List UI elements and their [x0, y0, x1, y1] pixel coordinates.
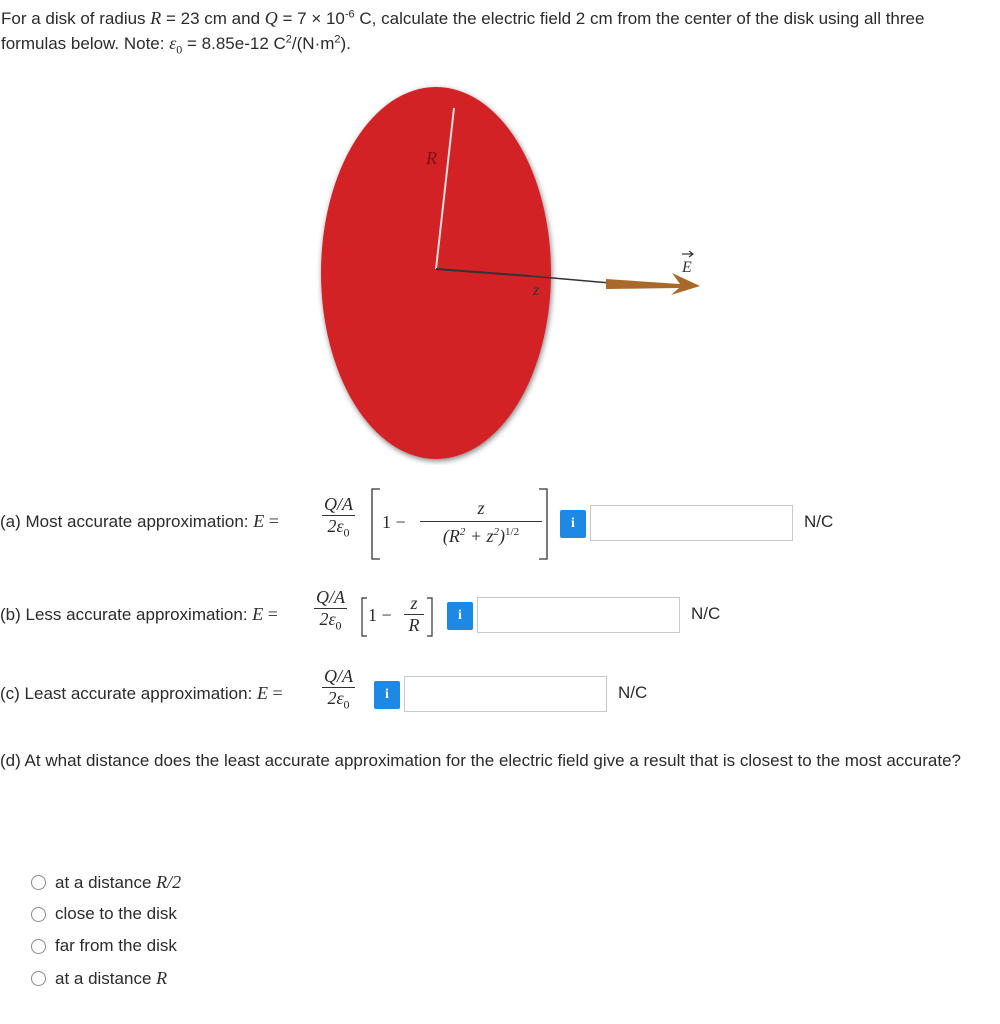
option-text: at a distance	[55, 872, 157, 892]
part-a-inner-frac	[420, 498, 542, 547]
part-c-eq: =	[268, 683, 283, 703]
part-c-unit: N/C	[618, 683, 648, 702]
part-a-info-button[interactable]: i	[560, 510, 586, 538]
part-c-den	[322, 688, 355, 713]
part-b-num: Q/A	[316, 587, 345, 607]
charge-value: = 7 × 10	[277, 9, 345, 28]
part-c-formula	[322, 666, 355, 713]
part-a-inner-num: z	[420, 498, 542, 522]
option-math: R	[156, 967, 168, 988]
epsilon-subscript: 0	[176, 42, 183, 57]
epsilon-value: = 8.85e-12 C	[182, 34, 286, 53]
radio-button[interactable]	[31, 971, 46, 986]
charge-exponent: -6	[344, 8, 355, 21]
part-b-text: (b) Less accurate approximation:	[0, 605, 253, 624]
option-math: R/2	[156, 871, 182, 892]
part-b-fraction	[314, 587, 347, 634]
disk-figure	[280, 80, 720, 465]
radius-symbol: R	[150, 8, 162, 28]
part-a-label	[0, 511, 279, 532]
part-b-inner-den: R	[408, 615, 420, 635]
part-a-answer-input[interactable]	[590, 505, 793, 541]
option-label[interactable]: close to the disk	[55, 904, 177, 923]
part-b-inner-frac	[404, 593, 424, 636]
unit-sup-2: 2	[334, 33, 341, 46]
part-c-num: Q/A	[324, 666, 353, 686]
part-b-E: E	[252, 604, 264, 624]
part-a-E: E	[253, 511, 265, 531]
part-b-answer-input[interactable]	[477, 597, 680, 633]
part-c-den-sub: 0	[343, 697, 350, 712]
part-b-label	[0, 604, 278, 625]
part-a-power: 1/2	[505, 526, 520, 538]
part-a-left-bracket	[368, 487, 382, 561]
part-c-fraction	[322, 666, 355, 713]
part-c-answer-input[interactable]	[404, 676, 607, 712]
part-c-info-button[interactable]: i	[374, 681, 400, 709]
option-label[interactable]	[55, 872, 181, 893]
part-c-label	[0, 683, 283, 704]
part-a-z2: + z	[465, 526, 494, 546]
part-a-num: Q/A	[324, 494, 353, 514]
distance-label: z	[533, 282, 540, 299]
part-a-fraction	[322, 494, 355, 541]
part-b-eq: =	[263, 604, 278, 624]
radio-button[interactable]	[31, 939, 46, 954]
part-b-formula	[314, 587, 347, 634]
option-item-far[interactable]	[31, 930, 181, 962]
part-b-den-sub: 0	[335, 618, 342, 633]
field-label: E	[682, 259, 692, 276]
option-list	[31, 866, 181, 994]
part-a-text: (a) Most accurate approximation:	[0, 512, 254, 531]
epsilon-symbol: ε	[169, 33, 177, 53]
option-text: at a distance	[55, 968, 157, 988]
part-a-close: )	[499, 526, 506, 546]
part-a-den-sub: 0	[343, 525, 350, 540]
part-b-den	[314, 609, 347, 634]
option-item-half-r[interactable]	[31, 866, 181, 898]
radio-button[interactable]	[31, 907, 46, 922]
field-arrow	[606, 273, 700, 295]
part-a-R2: (R	[442, 526, 460, 546]
radio-button[interactable]	[31, 875, 46, 890]
part-a-den-text: 2ε	[327, 516, 344, 536]
option-label[interactable]: far from the disk	[55, 936, 177, 955]
option-item-close[interactable]	[31, 898, 181, 930]
part-c-E: E	[257, 683, 269, 703]
part-b-den-text: 2ε	[319, 609, 336, 629]
part-a-inner-den: $(R^2 + z^2)^{1/2}$	[442, 526, 520, 546]
option-item-r[interactable]	[31, 962, 181, 994]
part-a-formula	[322, 494, 355, 541]
part-b-unit: N/C	[691, 604, 721, 623]
part-c-den-text: 2ε	[327, 688, 344, 708]
part-a-unit: N/C	[804, 512, 834, 531]
unit-sup-1: 2	[285, 33, 292, 46]
question-intro: For a disk of radius	[1, 9, 151, 28]
part-a-den	[322, 516, 355, 541]
part-d-question: (d) At what distance does the least accurate approximation for the electric field give a result that is closest to the most accurate?	[0, 751, 961, 770]
part-b-inner-num: z	[404, 593, 424, 615]
charge-symbol: Q	[264, 8, 278, 28]
radius-label: R	[426, 148, 437, 168]
part-c-text: (c) Least accurate approximation:	[0, 684, 258, 703]
unit-tail: /(N·m	[291, 34, 335, 53]
unit-end: ).	[340, 34, 351, 53]
radius-value: = 23 cm and	[161, 9, 265, 28]
part-b-right-bracket	[425, 596, 435, 638]
question-body: C, calculate the electric field 2 cm from the center of the disk using all three formulas below. Note:	[1, 9, 925, 53]
question-text	[1, 6, 986, 62]
part-b-info-button[interactable]: i	[447, 602, 473, 630]
option-label[interactable]	[55, 968, 167, 989]
part-a-one-minus: 1 −	[382, 512, 406, 532]
charged-disk	[321, 87, 551, 459]
part-a-eq: =	[264, 511, 279, 531]
part-b-one-minus: 1 −	[368, 605, 392, 625]
part-a-right-bracket	[537, 487, 551, 561]
